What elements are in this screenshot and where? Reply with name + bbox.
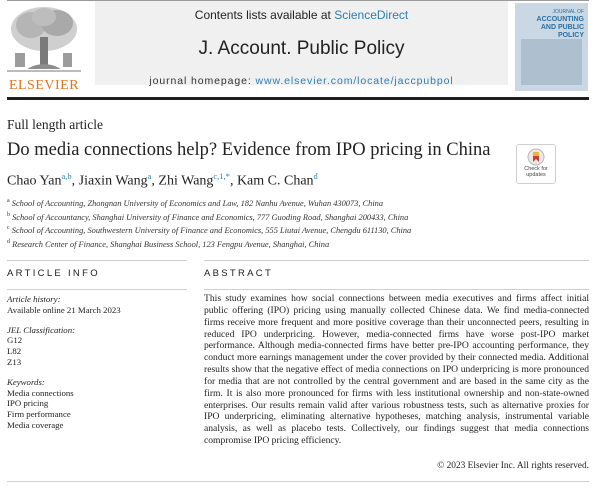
abstract-heading: ABSTRACT [204, 268, 274, 279]
contents-availability-line [95, 8, 508, 22]
affiliation-text: School of Accountancy, Shanghai University of Finance and Economics, 777 Guoding Road, Shanghai 200433, China [12, 212, 409, 222]
keyword: Media coverage [7, 419, 64, 430]
cover-title [537, 8, 584, 40]
article-title: Do media connections help? Evidence from IPO pricing in China [7, 140, 491, 160]
affiliation-item [7, 237, 507, 251]
cover-line-3: AND PUBLIC [540, 24, 584, 31]
abstract-heading-rule [204, 289, 589, 290]
check-badge-line-2: updates [526, 172, 546, 178]
affiliation-list [7, 196, 507, 250]
affiliation-item [7, 210, 507, 224]
affiliation-item [7, 223, 507, 237]
sciencedirect-link[interactable]: ScienceDirect [334, 8, 409, 22]
cover-line-4: POLICY [557, 32, 584, 39]
jel-code: Z13 [7, 356, 22, 367]
elsevier-wordmark: ELSEVIER [8, 78, 80, 93]
author-affiliation-marks[interactable]: c,1,* [213, 171, 230, 181]
affiliation-item [7, 196, 507, 210]
author-affiliation-marks[interactable]: a,b [61, 171, 72, 181]
affiliation-text: School of Accounting, Zhongnan University of Economics and Law, 182 Nanhu Avenue, Wuhan 430073, China [11, 198, 384, 208]
author-affiliation-marks[interactable]: a [147, 171, 152, 181]
keyword: Firm performance [7, 409, 71, 420]
cover-artwork [521, 39, 582, 85]
journal-cover-thumbnail [515, 3, 588, 91]
affiliation-mark: d [7, 238, 10, 245]
author-name[interactable]: Chao Yan [7, 173, 62, 189]
check-for-updates-text [517, 166, 555, 178]
author-affiliation-marks[interactable]: d [313, 171, 318, 181]
journal-homepage-line [95, 75, 508, 87]
history-label: Article history: [7, 294, 61, 304]
keyword: IPO pricing [7, 398, 49, 409]
affiliation-text: School of Accounting, Southwestern University of Finance and Economics, 555 Liutai Avenue, Chengdu 611130, China [11, 225, 412, 235]
check-for-updates-badge[interactable] [516, 144, 556, 184]
journal-name: J. Account. Public Policy [198, 38, 405, 59]
check-badge-line-1: Check for [524, 166, 548, 172]
homepage-prefix: journal homepage: [149, 75, 256, 87]
author-list: Chao Yan$^{a,b}$, Jiaxin Wang$^a$, Zhi Wang$^{c,1,*}$, Kam C. Chan$^d$ [7, 171, 318, 189]
jel-code: L82 [7, 346, 22, 357]
affiliation-mark: c [7, 225, 10, 232]
jel-label: JEL Classification: [7, 324, 76, 335]
copyright-notice: © 2023 Elsevier Inc. All rights reserved. [437, 461, 589, 471]
keyword: Media connections [7, 387, 74, 398]
check-for-updates-icon [527, 148, 545, 166]
cover-line-2: ACCOUNTING [536, 16, 584, 23]
article-type: Full length article [7, 117, 103, 132]
affiliation-mark: a [7, 198, 10, 204]
page-bottom-rule [7, 481, 589, 482]
affiliation-mark: b [7, 211, 10, 218]
author-name[interactable]: Kam C. Chan [236, 173, 314, 189]
contents-prefix: Contents lists available at [194, 8, 335, 22]
article-info-column [7, 294, 187, 431]
elsevier-tree-logo-icon [7, 3, 81, 75]
cover-line-1: JOURNAL OF [552, 9, 584, 15]
affiliation-text: Research Center of Finance, Shanghai Business School, 123 Fengpu Avenue, Shanghai, China [12, 239, 330, 249]
history-value: Available online 21 March 2023 [7, 304, 121, 315]
article-info-top-rule [7, 260, 187, 261]
article-info-heading-rule [7, 289, 187, 290]
abstract-body: This study examines how social connections between media executives and firms affect initial public offering (IPO) pricing using manually collected Chinese data. We find media-connected firms receive more frequent and more positive coverage than their unconnected peers, resulting in reduced IPO underpricing. However, media-connected firms have worse post-IPO market performance. Although media-connected firms have better pre-IPO accounting performance, they conduct more earnings management under the cover provided by their connected media. Additional results show that the negative effect of media connections on IPO underpricing is more pronounced for media that are not controlled by the central government and are based in the same city as the firm. It is also more pronounced for firms with less institutional ownership and non-state-owned enterprises. Our results remain valid after various robustness tests, such as alternative proxies for IPO underpricing, eliminating alternative hypotheses, matching analysis, instrumental variable analysis, as well as placebo tests. Collectively, our findings suggest that media connections compromise IPO pricing efficiency. [204, 293, 589, 447]
article-info-heading: ARTICLE INFO [7, 268, 100, 279]
author-name[interactable]: Jiaxin Wang [78, 173, 148, 189]
homepage-link[interactable]: www.elsevier.com/locate/jaccpubpol [255, 75, 454, 87]
jel-code: G12 [7, 335, 23, 346]
abstract-top-rule [204, 260, 589, 261]
keywords-label: Keywords: [7, 376, 45, 387]
author-name[interactable]: Zhi Wang [158, 173, 214, 189]
header-bottom-rule [7, 97, 589, 100]
